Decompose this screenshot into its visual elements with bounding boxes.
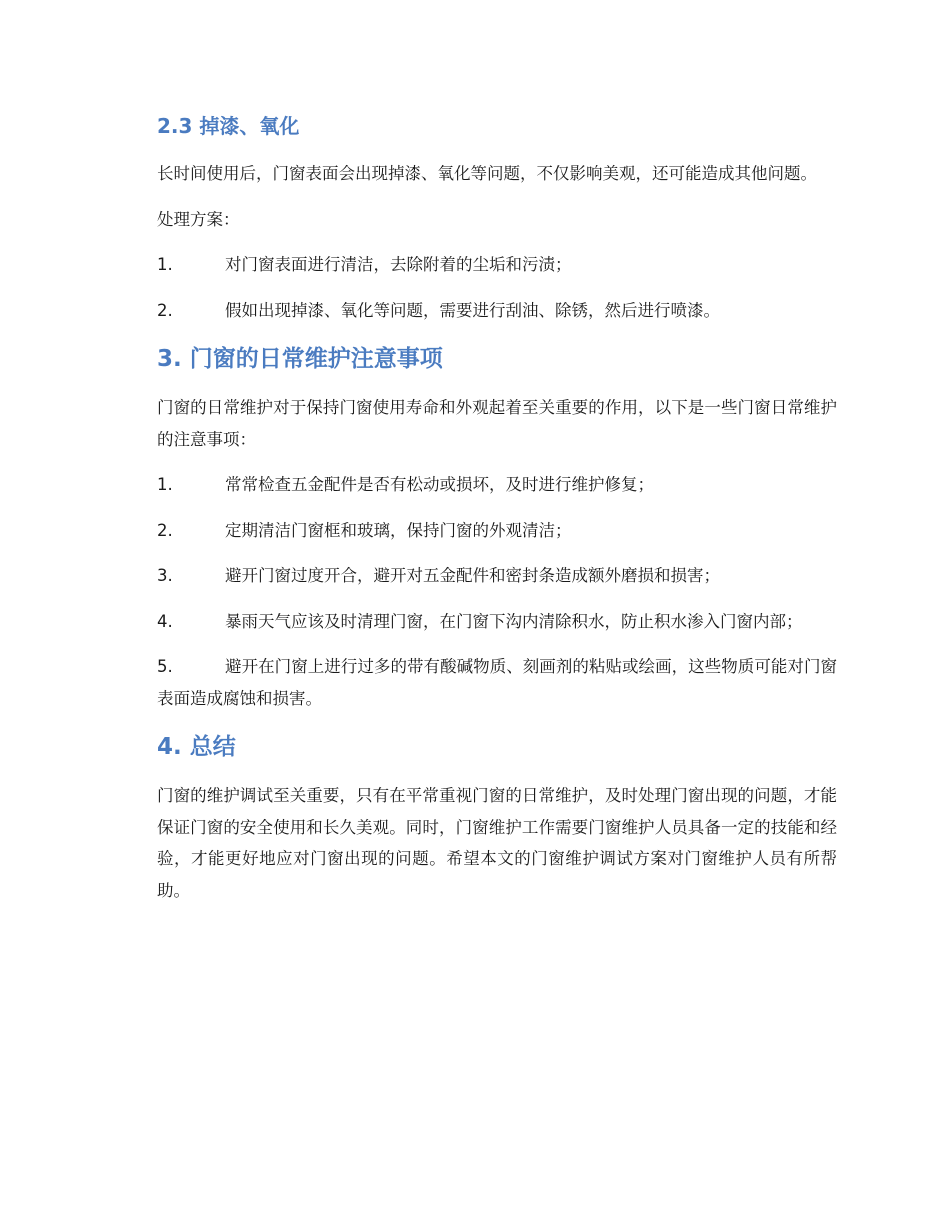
list-text: 暴雨天气应该及时清理门窗，在门窗下沟内清除积水，防止积水渗入门窗内部； <box>225 611 803 631</box>
document-content <box>157 108 837 906</box>
list-number: 5. <box>157 657 173 676</box>
list-text: 常常检查五金配件是否有松动或损坏，及时进行维护修复； <box>225 475 654 494</box>
list-item <box>157 606 837 638</box>
list-number: 2. <box>157 520 173 540</box>
list-item <box>157 249 837 281</box>
list-number: 4. <box>157 611 173 631</box>
section-3-paragraph: 门窗的日常维护对于保持门窗使用寿命和外观起着至关重要的作用，以下是一些门窗日常维护的注意事项： <box>157 398 837 449</box>
solution-label: 处理方案： <box>157 209 240 229</box>
list-item <box>157 295 837 327</box>
list-number: 2. <box>157 300 173 320</box>
list-text: 对门窗表面进行清洁，去除附着的尘垢和污渍； <box>225 255 572 274</box>
list-item <box>157 651 837 714</box>
section-4-heading: 4. 总结 <box>157 734 236 760</box>
list-item <box>157 469 837 501</box>
section-4-paragraph: 门窗的维护调试至关重要，只有在平常重视门窗的日常维护，及时处理门窗出现的问题，才能保证门窗的安全使用和长久美观。同时，门窗维护工作需要门窗维护人员具备一定的技能和经验，才能更好地应对门窗出现的问题。希望本文的门窗维护调试方案对门窗维护人员有所帮助。 <box>157 786 837 900</box>
list-text: 假如出现掉漆、氧化等问题，需要进行刮油、除锈，然后进行喷漆。 <box>225 300 720 320</box>
list-text: 避开在门窗上进行过多的带有酸碱物质、刻画剂的粘贴或绘画，这些物质可能对门窗表面造成腐蚀和损害。 <box>157 657 837 708</box>
list-text: 定期清洁门窗框和玻璃，保持门窗的外观清洁； <box>225 520 572 540</box>
list-number: 1. <box>157 475 173 494</box>
section-2-3-paragraph: 长时间使用后，门窗表面会出现掉漆、氧化等问题，不仅影响美观，还可能造成其他问题。 <box>157 164 817 183</box>
section-2-3-heading: 2.3 掉漆、氧化 <box>157 114 300 138</box>
list-text: 避开门窗过度开合，避开对五金配件和密封条造成额外磨损和损害； <box>225 566 720 585</box>
list-number: 1. <box>157 255 173 274</box>
list-item <box>157 560 837 592</box>
list-number: 3. <box>157 566 173 585</box>
list-item <box>157 515 837 547</box>
section-3-heading: 3. 门窗的日常维护注意事项 <box>157 346 443 372</box>
